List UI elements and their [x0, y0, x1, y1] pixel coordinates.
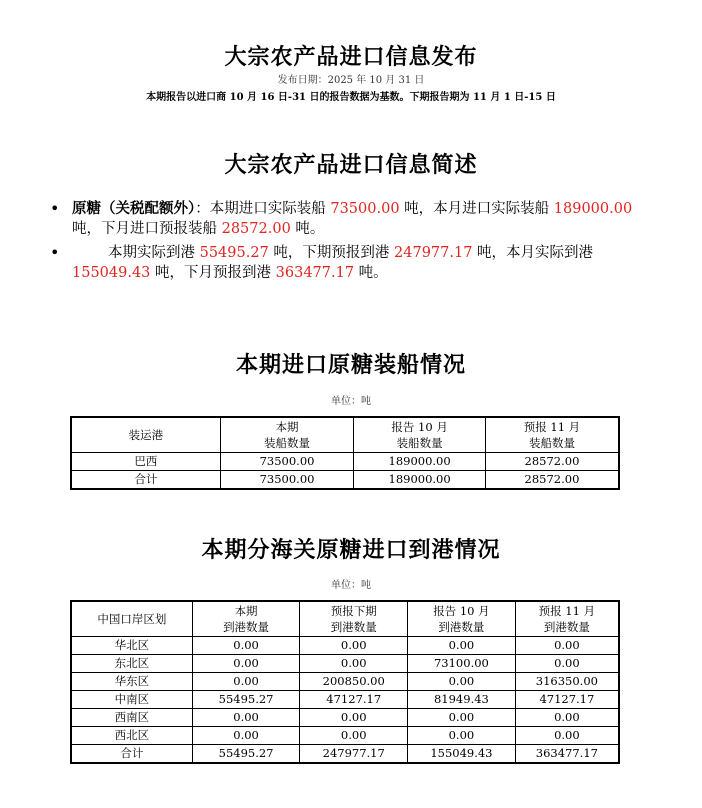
- table-header-row: [71, 601, 619, 637]
- table-cell: 0.00: [408, 727, 516, 745]
- table-row: [71, 727, 619, 745]
- table-cell: 0.00: [515, 637, 619, 655]
- table-header-row: [71, 417, 619, 453]
- column-header: 报告 10 月 到港数量: [408, 601, 516, 637]
- table-row: [71, 673, 619, 691]
- bullet-icon: •: [50, 243, 60, 262]
- table-cell: 巴西: [71, 453, 220, 471]
- summary-value: 247977.17: [394, 245, 473, 261]
- table-cell: 东北区: [71, 655, 192, 673]
- table-cell: 0.00: [300, 637, 408, 655]
- table-cell: 189000.00: [354, 471, 486, 490]
- table-row: [71, 709, 619, 727]
- publish-date: 发布日期：2025 年 10 月 31 日: [277, 75, 425, 86]
- column-header: 预报下期 到港数量: [300, 601, 408, 637]
- table-cell: 0.00: [408, 709, 516, 727]
- table-cell: 155049.43: [408, 745, 516, 764]
- summary-value: 155049.43: [72, 265, 151, 281]
- table-cell: 81949.43: [408, 691, 516, 709]
- table-cell: 200850.00: [300, 673, 408, 691]
- table-cell: 0.00: [192, 727, 300, 745]
- table-row: [71, 655, 619, 673]
- table-cell: 西南区: [71, 709, 192, 727]
- column-header: 预报 11 月 到港数量: [515, 601, 619, 637]
- table-cell: 0.00: [192, 709, 300, 727]
- arrival-unit: 单位：吨: [331, 580, 371, 591]
- summary-list: [50, 199, 650, 287]
- arrival-section-title: 本期分海关原糖进口到港情况: [201, 537, 501, 563]
- table-cell: 合计: [71, 745, 192, 764]
- summary-value: 73500.00: [330, 201, 400, 217]
- commodity-label: 原糖（关税配额外）: [72, 200, 196, 217]
- column-header: 本期 到港数量: [192, 601, 300, 637]
- table-cell: 47127.17: [300, 691, 408, 709]
- table-row: [71, 691, 619, 709]
- summary-text: 吨。: [290, 221, 325, 237]
- arrival-table: [70, 600, 620, 764]
- summary-value: 55495.27: [199, 245, 269, 261]
- table-cell: 0.00: [192, 637, 300, 655]
- column-header: 中国口岸区划: [71, 601, 192, 637]
- bullet-icon: •: [50, 199, 60, 218]
- summary-text: 吨。: [354, 265, 388, 281]
- report-period-note: 本期报告以进口商 10 月 16 日-31 日的报告数据为基数。下期报告期为 11 月 1 日-15 日: [146, 92, 556, 103]
- table-row-total: [71, 745, 619, 764]
- summary-text: 本期实际到港: [108, 245, 200, 261]
- summary-item-shipping: [50, 199, 650, 239]
- table-cell: 316350.00: [515, 673, 619, 691]
- table-cell: 华东区: [71, 673, 192, 691]
- table-cell: 247977.17: [300, 745, 408, 764]
- column-header: 本期 装船数量: [220, 417, 354, 453]
- table-cell: 中南区: [71, 691, 192, 709]
- summary-text: 吨，本月实际到港: [472, 245, 594, 261]
- table-cell: 0.00: [515, 655, 619, 673]
- table-cell: 73100.00: [408, 655, 516, 673]
- table-row: [71, 637, 619, 655]
- table-cell: 0.00: [515, 709, 619, 727]
- table-cell: 189000.00: [354, 453, 486, 471]
- table-cell: 55495.27: [192, 745, 300, 764]
- table-cell: 73500.00: [220, 471, 354, 490]
- table-cell: 0.00: [300, 655, 408, 673]
- summary-text: 吨，本月进口实际装船: [399, 201, 554, 217]
- shipping-table: [70, 416, 620, 490]
- table-cell: 0.00: [192, 673, 300, 691]
- summary-title: 大宗农产品进口信息简述: [224, 152, 478, 178]
- table-cell: 55495.27: [192, 691, 300, 709]
- table-cell: 47127.17: [515, 691, 619, 709]
- shipping-section-title: 本期进口原糖装船情况: [235, 352, 466, 378]
- table-cell: 0.00: [408, 673, 516, 691]
- table-cell: 28572.00: [485, 453, 619, 471]
- shipping-unit: 单位：吨: [331, 396, 371, 407]
- table-cell: 0.00: [515, 727, 619, 745]
- column-header: 装运港: [71, 417, 220, 453]
- table-cell: 28572.00: [485, 471, 619, 490]
- summary-value: 189000.00: [553, 201, 633, 217]
- summary-text: ：本期进口实际装船: [195, 201, 331, 217]
- table-cell: 0.00: [192, 655, 300, 673]
- summary-value: 28572.00: [221, 221, 291, 237]
- table-cell: 华北区: [71, 637, 192, 655]
- table-cell: 西北区: [71, 727, 192, 745]
- column-header: 预报 11 月 装船数量: [485, 417, 619, 453]
- summary-text: 吨，下期预报到港: [268, 245, 395, 261]
- page-title: 大宗农产品进口信息发布: [224, 44, 478, 70]
- summary-text: 吨，下月进口预报装船: [72, 221, 222, 237]
- summary-item-arrival: [50, 243, 650, 283]
- table-cell: 363477.17: [515, 745, 619, 764]
- table-row: [71, 453, 619, 471]
- column-header: 报告 10 月 装船数量: [354, 417, 486, 453]
- table-cell: 0.00: [408, 637, 516, 655]
- table-cell: 0.00: [300, 709, 408, 727]
- table-cell: 73500.00: [220, 453, 354, 471]
- summary-text: 吨，下月预报到港: [150, 265, 276, 281]
- table-cell: 合计: [71, 471, 220, 490]
- table-cell: 0.00: [300, 727, 408, 745]
- summary-value: 363477.17: [275, 265, 355, 281]
- table-row-total: [71, 471, 619, 490]
